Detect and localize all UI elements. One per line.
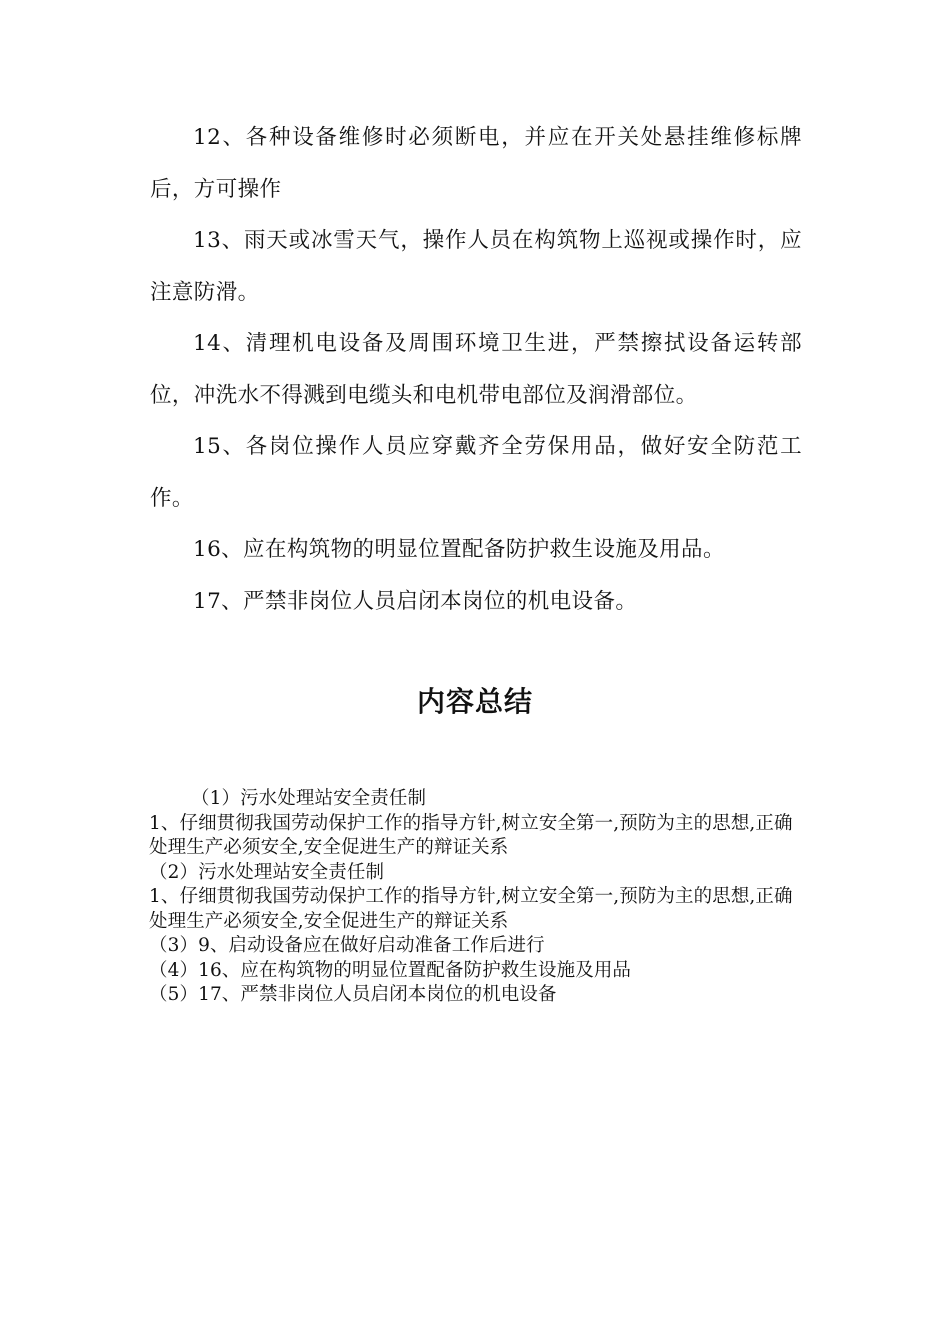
safety-rules-list <box>150 112 802 627</box>
summary-heading: 内容总结 <box>416 685 533 718</box>
summary-item-1-heading: （1）污水处理站安全责任制 <box>191 788 427 809</box>
rule-item-12: 12、各种设备维修时必须断电，并应在开关处悬挂维修标牌后，方可操作 <box>150 125 802 202</box>
summary-item-1-body: 1、仔细贯彻我国劳动保护工作的指导方针,树立安全第一,预防为主的思想,正确处理生产必须安全,安全促进生产的辩证关系 <box>149 812 793 858</box>
summary-item-2-body: 1、仔细贯彻我国劳动保护工作的指导方针,树立安全第一,预防为主的思想,正确处理生产必须安全,安全促进生产的辩证关系 <box>149 886 793 932</box>
summary-item-4: （4）16、应在构筑物的明显位置配备防护救生设施及用品 <box>149 959 632 981</box>
summary-item-2-heading: （2）污水处理站安全责任制 <box>149 861 385 883</box>
summary-item-3: （3）9、启动设备应在做好启动准备工作后进行 <box>149 935 545 956</box>
rule-item-13: 13、雨天或冰雪天气，操作人员在构筑物上巡视或操作时，应注意防滑。 <box>150 228 802 305</box>
rule-item-17: 17、严禁非岗位人员启闭本岗位的机电设备。 <box>193 588 638 614</box>
rule-item-15: 15、各岗位操作人员应穿戴齐全劳保用品，做好安全防范工作。 <box>150 434 802 511</box>
rule-item-16: 16、应在构筑物的明显位置配备防护救生设施及用品。 <box>193 537 725 562</box>
summary-item-5: （5）17、严禁非岗位人员启闭本岗位的机电设备 <box>149 984 557 1005</box>
summary-list <box>149 787 809 1008</box>
rule-item-14: 14、清理机电设备及周围环境卫生进，严禁擦拭设备运转部位，冲洗水不得溅到电缆头和电机带电部位及润滑部位。 <box>150 331 802 408</box>
